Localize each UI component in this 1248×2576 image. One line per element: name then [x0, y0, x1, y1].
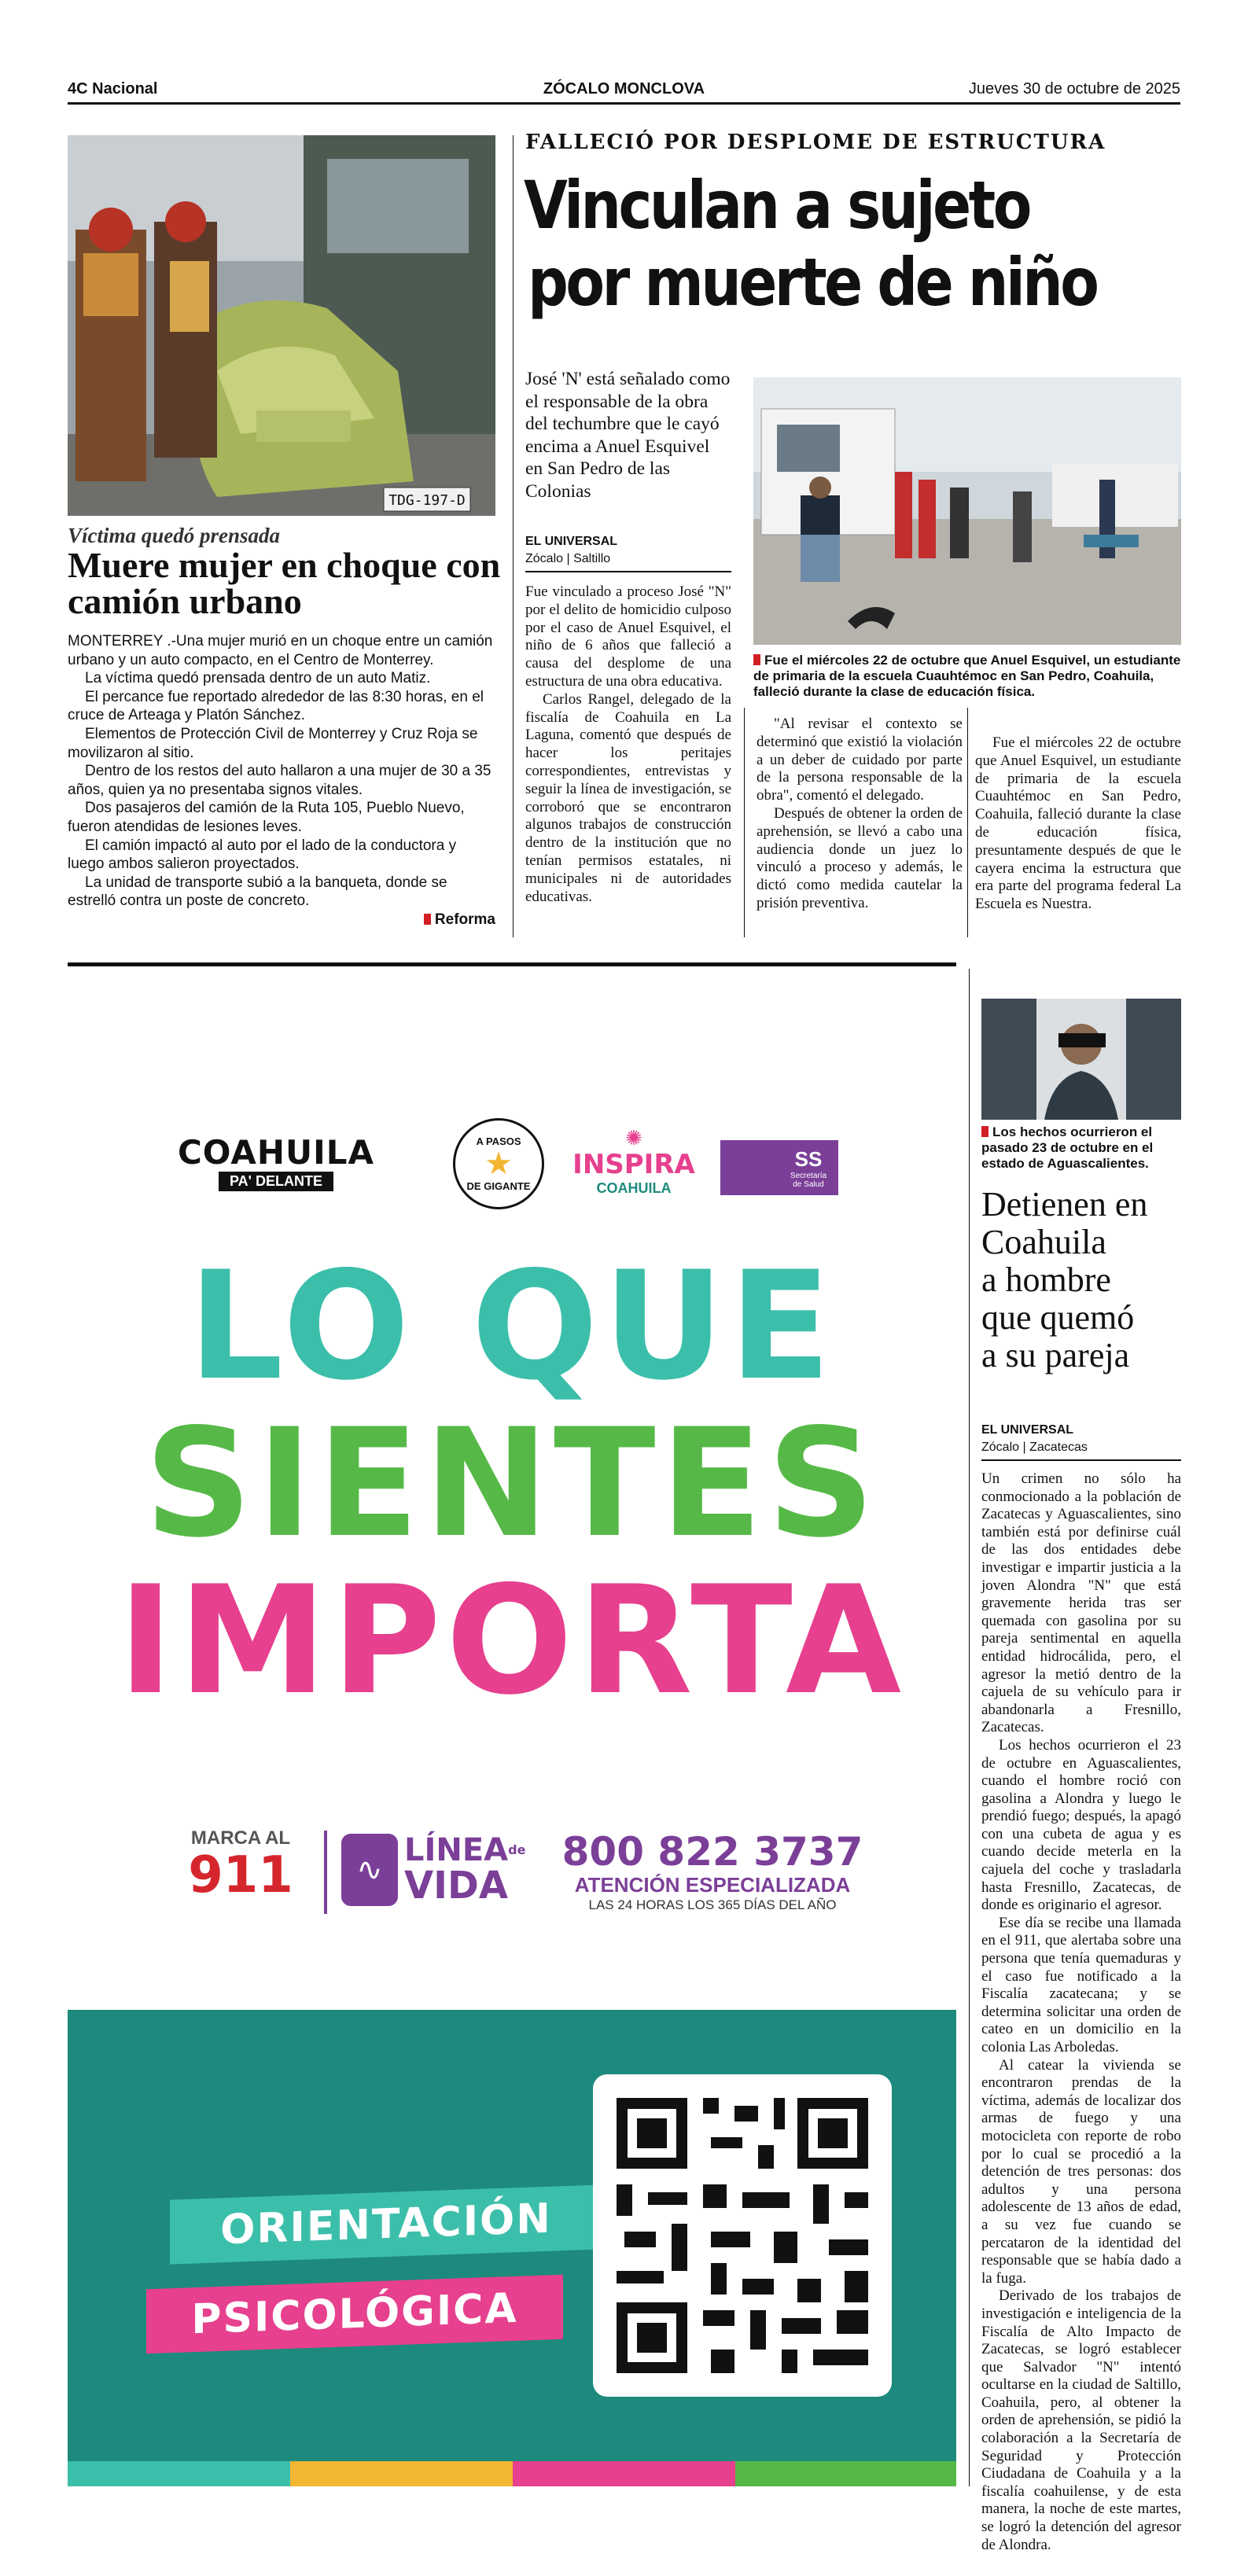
qr-code-graphic — [593, 2074, 892, 2397]
star-icon: ★ — [484, 1146, 513, 1182]
byline-rule — [525, 571, 731, 572]
arrest-photo-illustration — [981, 999, 1181, 1120]
hotline-atencion: ATENCIÓN ESPECIALIZADA — [574, 1873, 851, 1897]
crash-para-2: La víctima quedó prensada dentro de un auto Matiz. — [85, 670, 431, 687]
crash-para-8: La unidad de transporte subió a la banqueta, donde se estrelló contra un poste de concreto. — [68, 874, 447, 910]
child-deck: José 'N' está señalado como el responsable de la obra del techumbre que le cayó encima a Anuel Esquivel en San Pedro de las Colonias — [525, 369, 731, 502]
child-col3-para-1: Fue el miércoles 22 de octubre que Anuel Esquivel, un estudiante de primaria de la escuela Cuauhtémoc en San Pedro, Coahuila, falleció durante la clase de educación física, presuntamente después de que le cayera encima la estructura que era parte del programa federal La Escuela es Nuestra. — [975, 734, 1181, 913]
child-col-3 — [975, 734, 1181, 914]
child-headline — [524, 167, 1184, 363]
ad-right-divider — [969, 969, 970, 2486]
child-col-divider-1 — [744, 708, 745, 937]
marca-label: MARCA AL — [190, 1827, 291, 1849]
crash-source — [68, 911, 495, 929]
crash-body — [68, 632, 495, 929]
arrest-body — [981, 1470, 1181, 2554]
arrest-para-3: Ese día se recibe una llamada en el 911, que alertaba sobre una persona que tenía quemaduras y el caso fue notificado a la Fiscalía zacatecana; y se determina solicitar una orden de cateo en un domicilio en la colonia Las Arboledas. — [981, 1914, 1181, 2055]
logo-inspira — [563, 1123, 705, 1202]
child-caption-text: Fue el miércoles 22 de octubre que Anuel Esquivel, un estudiante de primaria de la escuela Cuauhtémoc en San Pedro, Coahuila, falleció durante la clase de educación física. — [753, 653, 1181, 699]
crash-photo-illustration — [68, 135, 495, 516]
child-col1-para-2: Carlos Rangel, delegado de la fiscalía de Coahuila en La Laguna, comentó que después de hacer los peritajes correspondientes, entrevistas y seguir la línea de investigación, se corroboró que se encontraron algunos trabajos de construcción dentro de la institución que no tenían permisos estatales, ni municipales ni de autoridades educativas. — [525, 690, 731, 905]
child-col-divider-2 — [967, 708, 968, 937]
crash-source-label: Reforma — [434, 911, 495, 928]
arrest-dateline: Zócalo | Zacatecas — [981, 1441, 1088, 1454]
child-photo-caption — [753, 653, 1181, 700]
hotline-block — [555, 1831, 870, 1913]
arrest-para-2: Los hechos ocurrieron el 23 de octubre en Aguascalientes, cuando el hombre roció con gasolina a Alondra y luego le prendió fuego; después, la apagó con una cubeta de agua y es cuando decide meterla en la cajuela del coche y trasladarla hasta Fresnillo, Zacatecas, de donde es originario el agresor. — [981, 1736, 1181, 1914]
crash-headline: Muere mujer en choque con camión urbano — [68, 545, 501, 621]
arrest-photo — [981, 999, 1181, 1120]
folio-date: Jueves 30 de octubre de 2025 — [968, 80, 1180, 98]
arrest-caption-text: Los hechos ocurrieron el pasado 23 de octubre en el estado de Aguascalientes. — [981, 1124, 1154, 1171]
stripe-green — [735, 2461, 956, 2486]
crash-para-5: Dentro de los restos del auto hallaron a una mujer de 30 a 35 años, quien ya no presentaba signos vitales. — [68, 763, 491, 798]
stripe-pink — [513, 2461, 735, 2486]
logo-inspira-text: INSPIRA — [572, 1148, 695, 1180]
child-dateline: Zócalo | Saltillo — [525, 552, 611, 565]
crash-para-1: MONTERREY .-Una mujer murió en un choque entre un camión urbano y un auto compacto, en el Centro de Monterrey. — [68, 633, 493, 668]
hotline-horario: LAS 24 HORAS LOS 365 DÍAS DEL AÑO — [588, 1897, 837, 1912]
arrest-para-5: Derivado de los trabajos de investigación e inteligencia de la Fiscalía de Alto Impacto de Zacatecas, se logró establecer que Salvador "N" intentó ocultarse en la ciudad de Saltillo, Coahuila, pero, al obtener la orden de aprehensión, se pidió la colaboración a la Secretaría de Seguridad y Protección Ciudadana de Coahuila y a la fiscalía coahuilense, y de esta manera, la noche de este martes, se logró la detención del agresor de Alondra. — [981, 2287, 1181, 2553]
caption-marker — [753, 654, 760, 665]
folio-paper: ZÓCALO MONCLOVA — [543, 80, 705, 98]
arrest-headline-3: a hombre — [981, 1260, 1111, 1299]
psicologica-band — [146, 2275, 563, 2354]
logo-ss-inner — [785, 1147, 832, 1189]
logo-pasos-top: A PASOS — [476, 1135, 521, 1147]
orientacion-text: ORIENTACIÓN — [220, 2195, 552, 2254]
linea-de: de — [508, 1842, 526, 1857]
arrest-para-4: Al catear la vivienda se encontraron prendas de la víctima, además de localizar dos armas de fuego y una motocicleta con reporte de robo por lo cual se procedió a la detención de tres personas: dos adultos y una persona adolescente de 13 años de edad, a su vez fue cuando se percataron de la identidad del responsable que se había dado a la fuga. — [981, 2056, 1181, 2287]
crash-kicker: Víctima quedó prensada — [68, 524, 281, 547]
ad-teal-panel — [68, 2010, 956, 2461]
contact-divider — [324, 1831, 327, 1914]
crash-para-6: Dos pasajeros del camión de la Ruta 105, Pueblo Nuevo, fueron atendidas de lesiones leves. — [68, 800, 465, 835]
child-kicker: FALLECIÓ POR DESPLOME DE ESTRUCTURA — [525, 131, 1106, 154]
arrest-headline-4: que quemó — [981, 1298, 1135, 1337]
logo-coahuila-sub: PA' DELANTE — [219, 1172, 333, 1191]
logo-coahuila-text: COAHUILA — [177, 1133, 375, 1172]
child-col1-para-1: Fue vinculado a proceso José "N" por el delito de homicidio culposo por el caso de Anuel Esquivel, el niño de 6 años que falleció a causa del desplome de una estructura de una obra educativa. — [525, 583, 731, 690]
arrest-para-1: Un crimen no sólo ha conmocionado a la población de Zacatecas y Aguascalientes, sino también está por definirse cuál de las dos entidades debe investigar e impartir justicia a la joven Alondra "N" que está gravemente herida tras ser quemada con gasolina por su pareja sentimental en aquella entidad hidrocálida, pero, el agresor la metió dentro de la cajuela de su vehículo para ir abandonarla a Fresnillo, Zacatecas. — [981, 1470, 1181, 1736]
heartbeat-icon: ∿ — [341, 1834, 398, 1906]
slogan-line-2: SIENTES — [144, 1397, 880, 1570]
page-folio — [68, 79, 1180, 105]
crash-para-7: El camión impactó al auto por el lado de la conductora y luego ambos salieron proyectados. — [68, 837, 457, 873]
arrest-headline-5: a su pareja — [981, 1336, 1130, 1374]
logo-inspira-sub: COAHUILA — [596, 1179, 672, 1196]
arrest-byline: EL UNIVERSAL — [981, 1423, 1074, 1437]
child-photo-illustration — [753, 377, 1181, 645]
arrest-caption-marker — [981, 1126, 988, 1137]
num-911: 911 — [188, 1846, 293, 1904]
child-headline-line-2: por muerte de niño — [528, 244, 1097, 321]
hotline-phone[interactable]: 800 822 3737 — [561, 1829, 863, 1875]
stripe-yellow — [290, 2461, 513, 2486]
column-divider — [513, 135, 514, 937]
burst-icon: ✺ — [625, 1126, 642, 1150]
child-col-2 — [757, 716, 963, 913]
crash-photo — [68, 135, 495, 516]
qr-code[interactable] — [593, 2074, 892, 2397]
slogan-line-3: IMPORTA — [117, 1554, 907, 1728]
logo-coahuila — [177, 1123, 375, 1202]
source-marker — [424, 914, 431, 925]
orientacion-band — [170, 2184, 602, 2264]
plate-text: TDG-197-D — [388, 492, 466, 509]
logo-ss-sub: Secretaría de Salud — [790, 1171, 827, 1189]
arrest-headline-1: Detienen en — [981, 1185, 1148, 1224]
arrest-headline — [981, 1186, 1181, 1374]
child-col2-para-2: Después de obtener la orden de aprehensión, se llevó a cabo una audiencia donde un juez lo vinculó a proceso y además, le dictó como medida cautelar la prisión preventiva. — [757, 804, 963, 911]
arrest-byline-rule — [981, 1459, 1181, 1461]
child-col2-para-1: "Al revisar el contexto se determinó que existió la violación a un deber de cuidado por parte de la persona responsable de la obra", comentó el delegado. — [757, 716, 963, 804]
arrest-photo-caption — [981, 1124, 1181, 1172]
psicologica-text: PSICOLÓGICA — [191, 2284, 518, 2344]
ad-block — [68, 969, 956, 2486]
logo-pasos — [453, 1118, 544, 1209]
logo-ss — [720, 1140, 838, 1195]
folio-section: 4C Nacional — [68, 80, 158, 98]
crash-para-4: Elementos de Protección Civil de Monterrey y Cruz Roja se movilizaron al sitio. — [68, 725, 478, 761]
crash-para-3: El percance fue reportado alrededor de las 8:30 horas, en el cruce de Arteaga y Platón Sánchez. — [68, 688, 484, 724]
linea-label — [404, 1834, 546, 1867]
vida-text: VIDA — [404, 1864, 508, 1908]
child-headline-line-1: Vinculan a sujeto — [524, 167, 1029, 244]
slogan-line-1: LO QUE — [188, 1239, 836, 1413]
child-photo — [753, 377, 1181, 645]
arrest-headline-2: Coahuila — [981, 1223, 1106, 1261]
ad-top-rule — [68, 962, 956, 966]
marca-911 — [170, 1827, 311, 1904]
linea-vida-logo — [404, 1832, 546, 1908]
logo-pasos-bottom: DE GIGANTE — [466, 1180, 531, 1192]
linea-text: LÍNEA — [404, 1832, 509, 1868]
child-col-1 — [525, 583, 731, 906]
logo-ss-text: SS — [794, 1146, 823, 1171]
stripe-teal — [68, 2461, 290, 2486]
child-byline: EL UNIVERSAL — [525, 535, 618, 548]
